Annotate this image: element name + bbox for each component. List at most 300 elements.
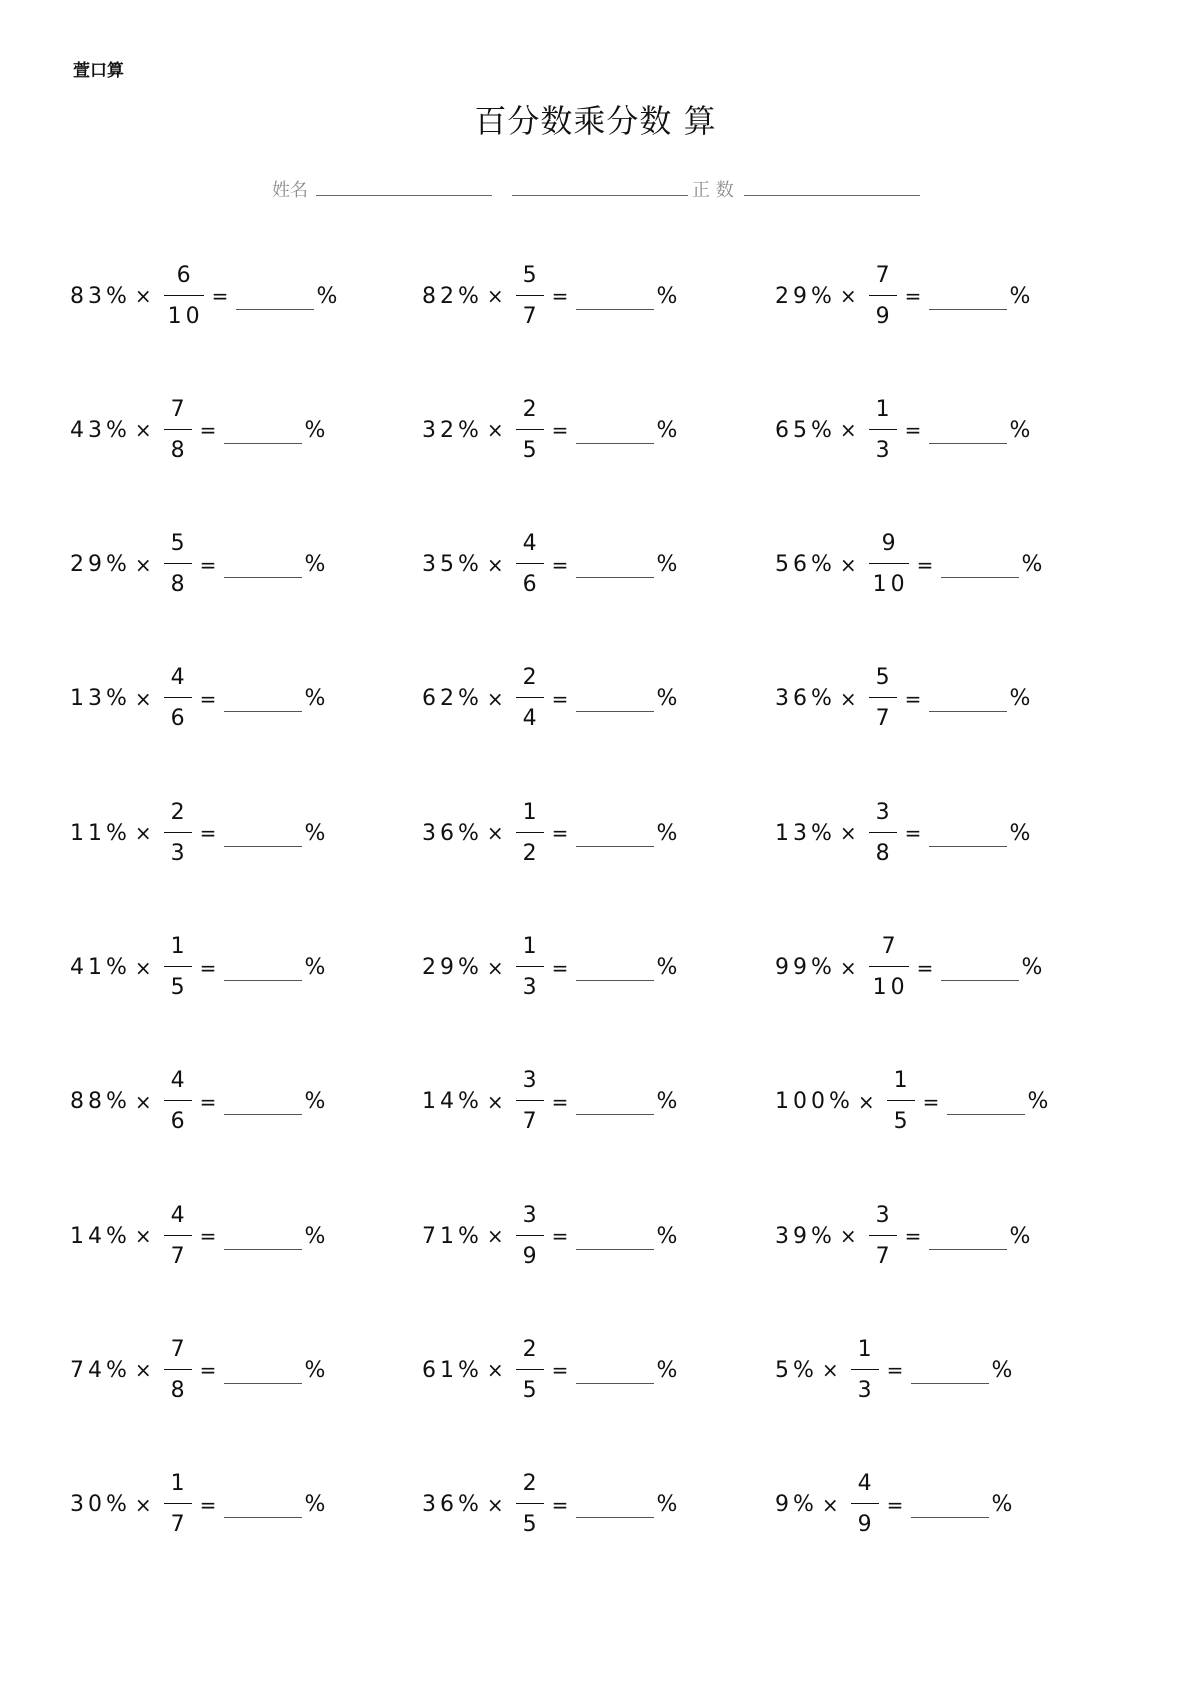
fraction-denominator: 9 xyxy=(857,1512,876,1538)
problem-item xyxy=(775,256,1030,336)
equals-sign: = xyxy=(551,1089,569,1114)
answer-blank[interactable] xyxy=(576,551,654,578)
fraction xyxy=(869,395,897,466)
percent-unit: % xyxy=(304,1223,326,1249)
percent-value: 29% xyxy=(422,955,483,980)
name-label: 姓名 xyxy=(272,180,308,201)
fraction-denominator: 8 xyxy=(875,840,894,866)
equals-sign: = xyxy=(904,1224,922,1249)
problem-item xyxy=(422,390,677,470)
percent-value: 32% xyxy=(422,417,483,443)
fraction-denominator: 10 xyxy=(872,975,909,1000)
equals-sign: = xyxy=(904,821,922,846)
fraction-numerator: 4 xyxy=(522,531,541,557)
problem-item xyxy=(422,1196,677,1276)
fraction-bar xyxy=(869,295,897,296)
fraction-bar xyxy=(516,966,544,967)
fraction-bar xyxy=(516,295,544,296)
equals-sign: = xyxy=(551,955,569,980)
percent-value: 41% xyxy=(70,955,131,980)
fraction xyxy=(516,1201,544,1272)
equals-sign: = xyxy=(551,552,569,577)
fraction-bar xyxy=(869,1235,897,1236)
answer-blank[interactable] xyxy=(929,283,1007,310)
percent-value: 74% xyxy=(70,1357,131,1383)
answer-blank[interactable] xyxy=(929,685,1007,712)
fraction-bar xyxy=(164,1369,192,1370)
times-sign: × xyxy=(134,552,152,577)
times-sign: × xyxy=(839,686,857,711)
answer-blank[interactable] xyxy=(576,417,654,444)
fraction xyxy=(164,798,192,869)
equals-sign: = xyxy=(886,1492,904,1517)
equals-sign: = xyxy=(904,686,922,711)
times-sign: × xyxy=(839,418,857,443)
fraction-bar xyxy=(516,1503,544,1504)
percent-unit: % xyxy=(656,1089,678,1115)
times-sign: × xyxy=(839,821,857,846)
fraction-numerator: 2 xyxy=(522,1471,541,1497)
equals-sign: = xyxy=(199,1089,217,1114)
fraction xyxy=(516,1335,544,1406)
fraction-numerator: 5 xyxy=(875,665,894,691)
equals-sign: = xyxy=(211,284,229,308)
fraction-numerator: 1 xyxy=(857,1336,876,1362)
equals-sign: = xyxy=(199,1224,217,1249)
fraction-bar xyxy=(516,1100,544,1101)
fraction-numerator: 1 xyxy=(170,934,189,959)
answer-blank[interactable] xyxy=(576,685,654,712)
problem-item xyxy=(422,256,677,336)
percent-value: 13% xyxy=(775,820,836,846)
answer-blank[interactable] xyxy=(576,1088,654,1115)
percent-unit: % xyxy=(656,686,678,712)
answer-blank[interactable] xyxy=(224,1491,302,1518)
percent-value: 43% xyxy=(70,417,131,443)
percent-value: 30% xyxy=(70,1492,131,1518)
equals-sign: = xyxy=(551,1492,569,1517)
fraction-numerator: 2 xyxy=(522,665,541,691)
fraction-denominator: 7 xyxy=(875,1243,894,1269)
percent-unit: % xyxy=(656,1492,678,1518)
fraction-bar xyxy=(516,563,544,564)
fraction-denominator: 7 xyxy=(522,1109,541,1135)
fraction-denominator: 9 xyxy=(522,1243,541,1269)
fraction-bar xyxy=(869,563,909,564)
fraction xyxy=(164,261,204,332)
fraction-bar xyxy=(164,697,192,698)
equals-sign: = xyxy=(551,1224,569,1249)
fraction-denominator: 5 xyxy=(522,1377,541,1403)
percent-unit: % xyxy=(1009,1223,1031,1249)
percent-value: 82% xyxy=(422,283,483,309)
percent-unit: % xyxy=(304,1492,326,1518)
percent-unit: % xyxy=(656,1357,678,1383)
answer-blank[interactable] xyxy=(576,283,654,310)
times-sign: × xyxy=(134,1492,152,1517)
fraction xyxy=(516,395,544,466)
percent-unit: % xyxy=(656,552,678,578)
percent-value: 61% xyxy=(422,1357,483,1383)
times-sign: × xyxy=(134,1358,152,1383)
fraction-bar xyxy=(164,832,192,833)
answer-blank[interactable] xyxy=(947,1088,1025,1115)
fraction-bar xyxy=(869,697,897,698)
problem-item xyxy=(70,928,325,1008)
fraction-numerator: 7 xyxy=(881,934,900,959)
percent-value: 9% xyxy=(775,1492,818,1518)
percent-unit: % xyxy=(656,955,678,980)
problem-item xyxy=(70,256,337,336)
percent-value: 35% xyxy=(422,552,483,578)
fraction xyxy=(164,1201,192,1272)
fraction xyxy=(516,932,544,1003)
percent-value: 5% xyxy=(775,1357,818,1383)
answer-blank[interactable] xyxy=(576,1223,654,1250)
fraction-numerator: 3 xyxy=(875,799,894,825)
fraction-numerator: 4 xyxy=(170,665,189,691)
times-sign: × xyxy=(839,284,857,308)
fraction-denominator: 3 xyxy=(875,437,894,463)
fraction-bar xyxy=(164,1100,192,1101)
problem-item xyxy=(70,1330,325,1410)
fraction-numerator: 7 xyxy=(170,396,189,422)
problem-item xyxy=(422,1465,677,1545)
answer-blank[interactable] xyxy=(224,820,302,847)
fraction xyxy=(516,529,544,600)
answer-blank[interactable] xyxy=(224,1357,302,1384)
fraction-numerator: 3 xyxy=(875,1202,894,1228)
fraction xyxy=(887,1066,915,1137)
percent-value: 71% xyxy=(422,1223,483,1249)
equals-sign: = xyxy=(199,552,217,577)
percent-value: 83% xyxy=(70,283,131,309)
problem-item xyxy=(422,525,677,605)
fraction-bar xyxy=(516,697,544,698)
percent-value: 36% xyxy=(422,820,483,846)
percent-unit: % xyxy=(1009,686,1031,712)
problem-item xyxy=(422,1062,677,1142)
problem-item xyxy=(422,1330,677,1410)
problem-item xyxy=(775,1465,1012,1545)
fraction-numerator: 4 xyxy=(170,1202,189,1228)
times-sign: × xyxy=(134,686,152,711)
equals-sign: = xyxy=(551,1358,569,1383)
problem-item xyxy=(70,1196,325,1276)
percent-value: 62% xyxy=(422,686,483,712)
answer-blank[interactable] xyxy=(236,283,314,310)
percent-value: 99% xyxy=(775,955,836,980)
percent-unit: % xyxy=(1009,417,1031,443)
fraction-bar xyxy=(851,1369,879,1370)
percent-value: 29% xyxy=(70,552,131,578)
fraction-numerator: 1 xyxy=(893,1068,912,1094)
percent-value: 11% xyxy=(70,820,131,846)
fraction-bar xyxy=(516,429,544,430)
equals-sign: = xyxy=(199,686,217,711)
times-sign: × xyxy=(134,284,152,308)
times-sign: × xyxy=(839,1224,857,1249)
percent-unit: % xyxy=(304,1357,326,1383)
percent-value: 13% xyxy=(70,686,131,712)
times-sign: × xyxy=(839,955,857,980)
percent-value: 56% xyxy=(775,552,836,578)
fraction-bar xyxy=(869,966,909,967)
problem-item xyxy=(775,1196,1030,1276)
fraction-denominator: 6 xyxy=(522,572,541,598)
times-sign: × xyxy=(486,418,504,443)
fraction xyxy=(869,1201,897,1272)
fraction-denominator: 5 xyxy=(522,1512,541,1538)
percent-unit: % xyxy=(1009,283,1031,309)
times-sign: × xyxy=(134,1224,152,1249)
equals-sign: = xyxy=(199,418,217,443)
fraction-numerator: 5 xyxy=(522,262,541,288)
fraction xyxy=(869,798,897,869)
fraction-numerator: 9 xyxy=(881,531,900,557)
answer-blank[interactable] xyxy=(224,685,302,712)
times-sign: × xyxy=(857,1089,875,1114)
fraction-numerator: 1 xyxy=(522,799,541,825)
fraction-denominator: 7 xyxy=(522,303,541,329)
percent-unit: % xyxy=(656,283,678,309)
fraction-bar xyxy=(164,1235,192,1236)
equals-sign: = xyxy=(916,955,934,980)
percent-value: 100% xyxy=(775,1089,854,1115)
fraction-bar xyxy=(851,1503,879,1504)
times-sign: × xyxy=(486,1358,504,1383)
fraction-numerator: 7 xyxy=(170,1336,189,1362)
fraction-bar xyxy=(516,832,544,833)
fraction-denominator: 3 xyxy=(857,1377,876,1403)
fraction-bar xyxy=(164,1503,192,1504)
problem-item xyxy=(422,793,677,873)
times-sign: × xyxy=(486,284,504,308)
fraction-denominator: 5 xyxy=(522,437,541,463)
percent-unit: % xyxy=(656,1223,678,1249)
times-sign: × xyxy=(486,1224,504,1249)
problem-item xyxy=(775,1330,1012,1410)
percent-unit: % xyxy=(304,1089,326,1115)
problem-item xyxy=(775,793,1030,873)
fraction-bar xyxy=(869,832,897,833)
fraction-denominator: 10 xyxy=(167,303,204,329)
times-sign: × xyxy=(486,686,504,711)
fraction-numerator: 1 xyxy=(170,1471,189,1497)
times-sign: × xyxy=(486,821,504,846)
times-sign: × xyxy=(486,955,504,980)
fraction-numerator: 4 xyxy=(170,1068,189,1094)
fraction-bar xyxy=(164,966,192,967)
problem-item xyxy=(70,1062,325,1142)
fraction-denominator: 8 xyxy=(170,572,189,598)
fraction xyxy=(164,1066,192,1137)
fraction-numerator: 4 xyxy=(857,1471,876,1497)
answer-blank[interactable] xyxy=(224,1088,302,1115)
percent-unit: % xyxy=(1021,552,1043,578)
fraction-denominator: 10 xyxy=(872,572,909,598)
times-sign: × xyxy=(486,1492,504,1517)
fraction xyxy=(516,1066,544,1137)
times-sign: × xyxy=(821,1358,839,1383)
equals-sign: = xyxy=(916,552,934,577)
percent-unit: % xyxy=(1027,1089,1049,1115)
fraction xyxy=(164,1335,192,1406)
fraction-bar xyxy=(164,563,192,564)
answer-blank[interactable] xyxy=(576,820,654,847)
fraction xyxy=(164,395,192,466)
equals-sign: = xyxy=(904,284,922,308)
answer-blank[interactable] xyxy=(929,1223,1007,1250)
fraction xyxy=(164,529,192,600)
fraction-denominator: 5 xyxy=(170,975,189,1000)
answer-blank[interactable] xyxy=(576,954,654,981)
problem-item xyxy=(422,659,677,739)
answer-blank[interactable] xyxy=(929,820,1007,847)
answer-blank[interactable] xyxy=(911,1357,989,1384)
percent-unit: % xyxy=(304,417,326,443)
equals-sign: = xyxy=(922,1089,940,1114)
percent-value: 36% xyxy=(422,1492,483,1518)
answer-blank[interactable] xyxy=(941,551,1019,578)
fraction-denominator: 6 xyxy=(170,706,189,732)
times-sign: × xyxy=(486,1089,504,1114)
percent-value: 29% xyxy=(775,283,836,309)
problem-item xyxy=(70,1465,325,1545)
fraction-numerator: 3 xyxy=(522,1068,541,1094)
percent-value: 88% xyxy=(70,1089,131,1115)
problem-item xyxy=(422,928,677,1008)
corner-label: 萱口算 xyxy=(73,61,124,81)
fraction-denominator: 7 xyxy=(170,1512,189,1538)
fraction-bar xyxy=(516,1235,544,1236)
fraction-denominator: 5 xyxy=(893,1109,912,1135)
fraction-denominator: 9 xyxy=(875,303,894,329)
fraction-denominator: 6 xyxy=(170,1109,189,1135)
fraction xyxy=(851,1335,879,1406)
percent-unit: % xyxy=(304,686,326,712)
answer-blank[interactable] xyxy=(576,1357,654,1384)
fraction-denominator: 7 xyxy=(170,1243,189,1269)
problem-item xyxy=(70,390,325,470)
problem-item xyxy=(775,390,1030,470)
equals-sign: = xyxy=(886,1358,904,1383)
equals-sign: = xyxy=(551,284,569,308)
fraction-bar xyxy=(887,1100,915,1101)
fraction-numerator: 2 xyxy=(170,799,189,825)
percent-unit: % xyxy=(304,820,326,846)
equals-sign: = xyxy=(199,955,217,980)
percent-unit: % xyxy=(656,417,678,443)
percent-unit: % xyxy=(316,283,338,309)
fraction-numerator: 3 xyxy=(522,1202,541,1228)
times-sign: × xyxy=(134,955,152,980)
fraction xyxy=(164,1469,192,1540)
fraction xyxy=(516,261,544,332)
fraction-numerator: 6 xyxy=(176,262,195,288)
problem-item xyxy=(775,1062,1048,1142)
times-sign: × xyxy=(134,821,152,846)
fraction xyxy=(516,1469,544,1540)
answer-blank[interactable] xyxy=(224,954,302,981)
problem-item xyxy=(775,659,1030,739)
fraction xyxy=(851,1469,879,1540)
answer-blank[interactable] xyxy=(911,1491,989,1518)
fraction xyxy=(164,932,192,1003)
fraction-denominator: 8 xyxy=(170,1377,189,1403)
fraction xyxy=(869,663,897,734)
times-sign: × xyxy=(839,552,857,577)
page-title: 百分数乘分数 算 xyxy=(474,102,717,140)
percent-value: 65% xyxy=(775,417,836,443)
fraction xyxy=(516,663,544,734)
fraction-denominator: 4 xyxy=(522,706,541,732)
answer-blank[interactable] xyxy=(929,417,1007,444)
times-sign: × xyxy=(134,1089,152,1114)
score-label: 正 数 xyxy=(692,180,734,201)
fraction-denominator: 7 xyxy=(875,706,894,732)
fraction xyxy=(869,932,909,1003)
fraction-numerator: 1 xyxy=(875,396,894,422)
fraction-denominator: 2 xyxy=(522,840,541,866)
times-sign: × xyxy=(134,418,152,443)
equals-sign: = xyxy=(199,821,217,846)
fraction xyxy=(869,529,909,600)
equals-sign: = xyxy=(551,418,569,443)
percent-unit: % xyxy=(1021,955,1043,980)
fraction xyxy=(869,261,897,332)
problem-item xyxy=(70,793,325,873)
problem-item xyxy=(70,525,325,605)
answer-blank[interactable] xyxy=(224,1223,302,1250)
percent-unit: % xyxy=(304,552,326,578)
percent-unit: % xyxy=(1009,820,1031,846)
answer-blank[interactable] xyxy=(224,551,302,578)
percent-value: 14% xyxy=(422,1089,483,1115)
percent-unit: % xyxy=(991,1492,1013,1518)
fraction-denominator: 3 xyxy=(170,840,189,866)
fraction-numerator: 2 xyxy=(522,396,541,422)
percent-value: 36% xyxy=(775,686,836,712)
percent-value: 14% xyxy=(70,1223,131,1249)
percent-value: 39% xyxy=(775,1223,836,1249)
fraction-numerator: 2 xyxy=(522,1336,541,1362)
problem-item xyxy=(775,525,1042,605)
times-sign: × xyxy=(486,552,504,577)
answer-blank[interactable] xyxy=(941,954,1019,981)
equals-sign: = xyxy=(199,1358,217,1383)
fraction-denominator: 3 xyxy=(522,975,541,1000)
answer-blank[interactable] xyxy=(224,417,302,444)
fraction-bar xyxy=(164,295,204,296)
percent-unit: % xyxy=(991,1357,1013,1383)
equals-sign: = xyxy=(199,1492,217,1517)
equals-sign: = xyxy=(551,686,569,711)
fraction-numerator: 7 xyxy=(875,262,894,288)
fraction-bar xyxy=(869,429,897,430)
answer-blank[interactable] xyxy=(576,1491,654,1518)
equals-sign: = xyxy=(551,821,569,846)
percent-unit: % xyxy=(304,955,326,980)
fraction-numerator: 1 xyxy=(522,934,541,959)
percent-unit: % xyxy=(656,820,678,846)
fraction-denominator: 8 xyxy=(170,437,189,463)
fraction xyxy=(516,798,544,869)
fraction-bar xyxy=(164,429,192,430)
problem-item xyxy=(775,928,1042,1008)
fraction-numerator: 5 xyxy=(170,531,189,557)
fraction xyxy=(164,663,192,734)
